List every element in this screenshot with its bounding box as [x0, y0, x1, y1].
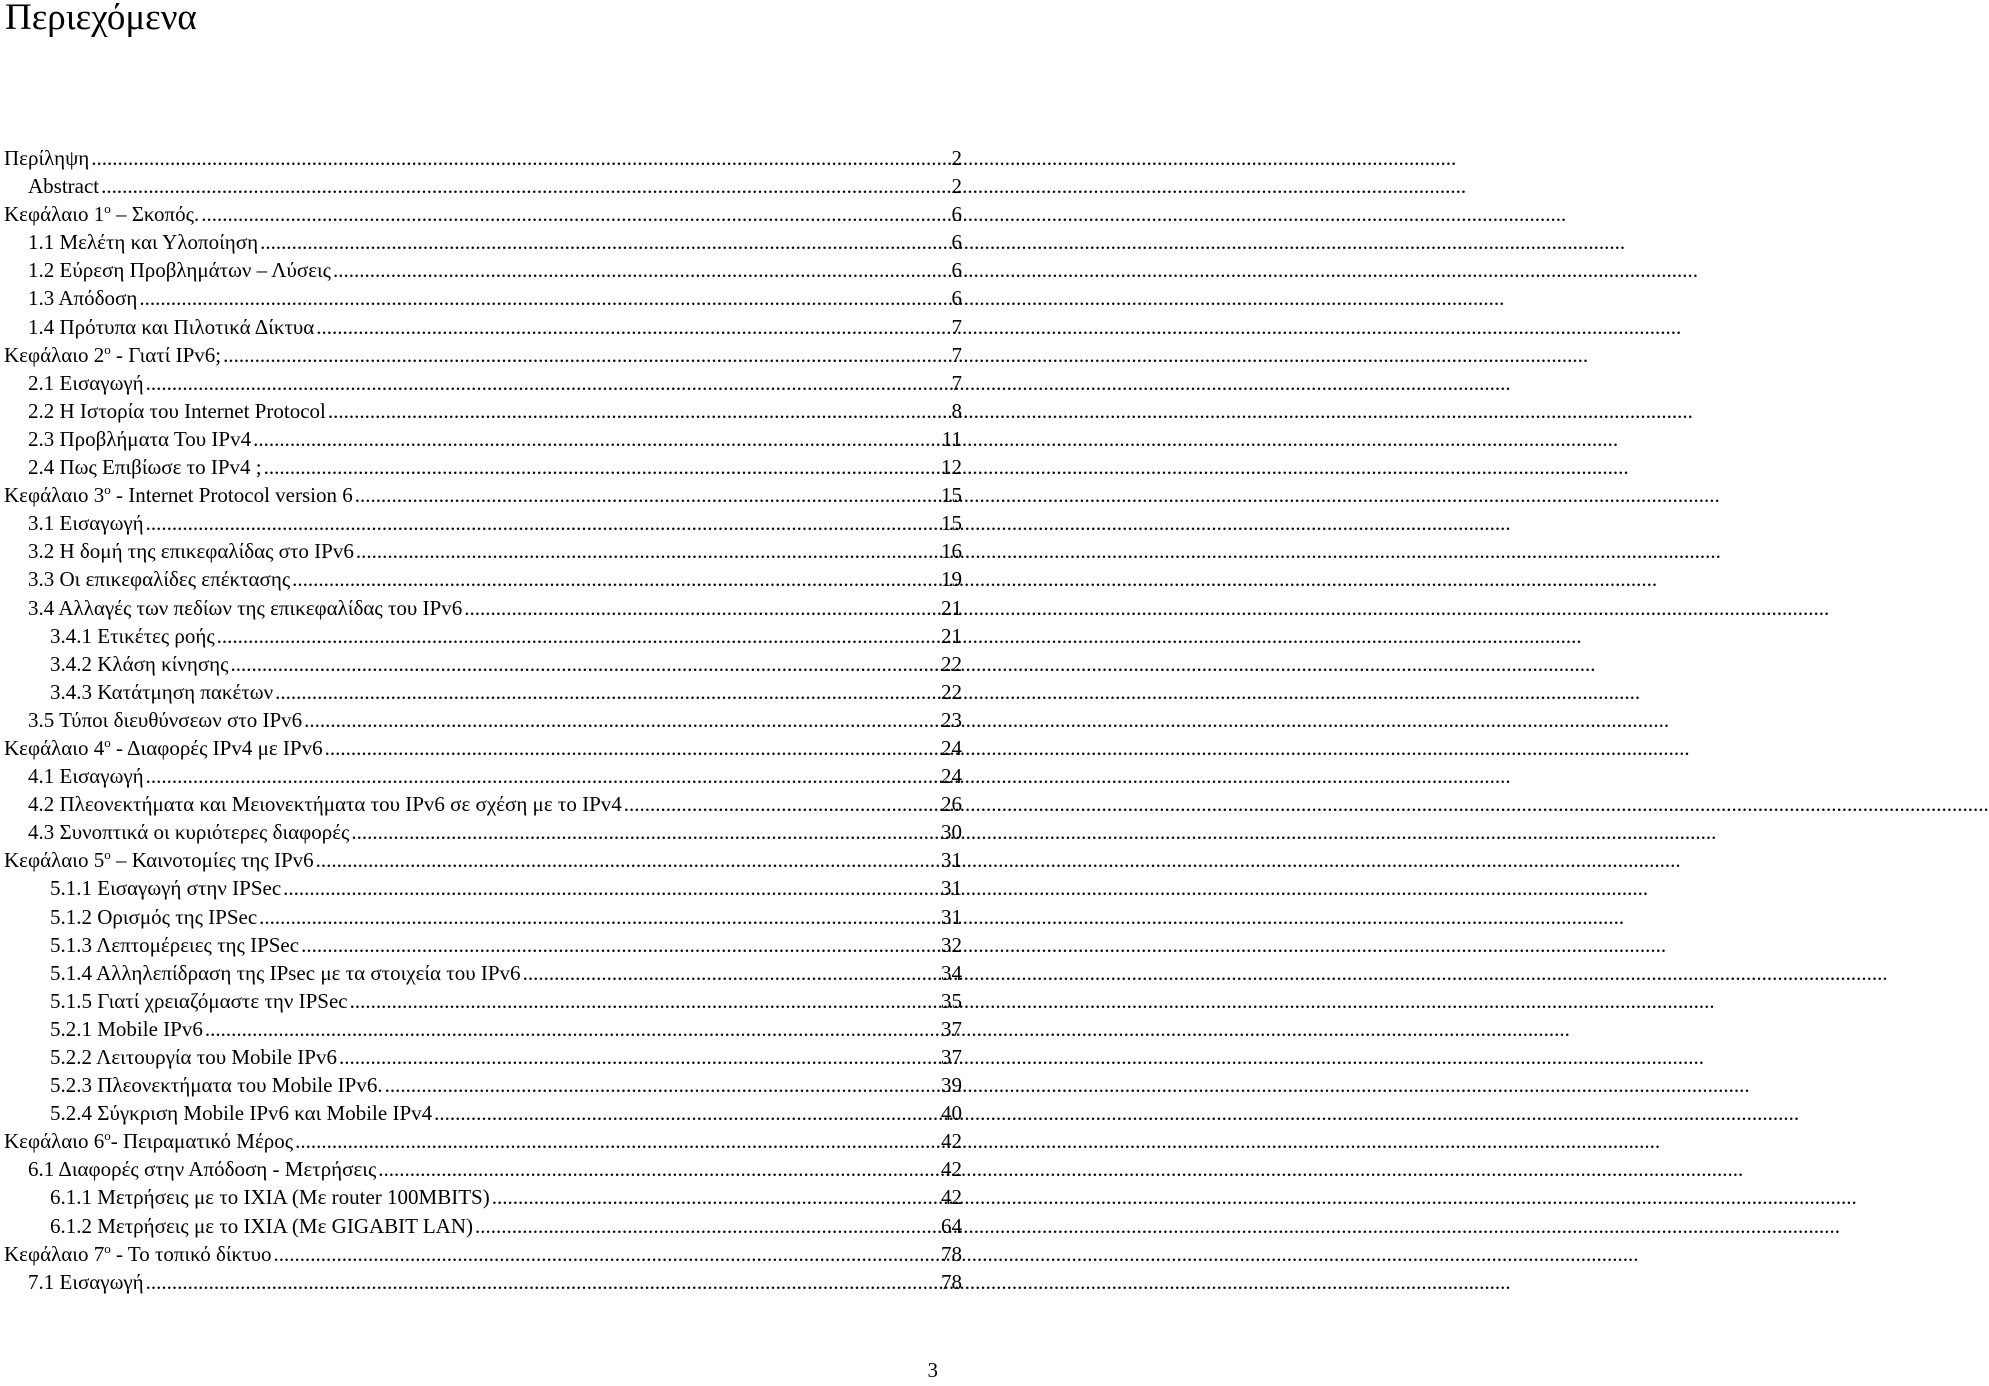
toc-entry-title: 5.2.3 Πλεονεκτήματα του Mobile IPv6.: [50, 1073, 383, 1098]
toc-entry[interactable]: [4, 903, 962, 931]
toc-dot-leader: [333, 256, 948, 284]
toc-entry-subtitle: – Σκοπός.: [110, 202, 200, 227]
toc-entry-ordinal: ο: [104, 847, 111, 863]
toc-entry-page: 78: [941, 1269, 962, 1294]
toc-entry-ordinal: ο: [104, 734, 111, 750]
toc-entry-label: [28, 790, 622, 818]
toc-entry-title: 6.1.1 Μετρήσεις με το IXIA (Με router 100MBITS): [50, 1185, 490, 1210]
toc-dot-leader: [356, 537, 939, 565]
toc-entry[interactable]: [4, 1268, 962, 1296]
toc-dot-leader: [304, 706, 939, 734]
toc-dot-leader: [259, 903, 939, 931]
toc-entry[interactable]: [4, 846, 962, 874]
toc-entry-title: 3.4.3 Κατάτμηση πακέτων: [50, 679, 274, 704]
toc-entry[interactable]: [4, 1043, 962, 1071]
toc-entry-page: 26: [941, 792, 962, 817]
toc-dot-leader: [292, 565, 939, 593]
toc-dot-leader: [624, 790, 939, 818]
toc-entry-label: [28, 1268, 144, 1296]
toc-entry-title: 5.1.2 Ορισμός της IPSec: [50, 904, 258, 929]
toc-entry[interactable]: [4, 284, 962, 312]
toc-entry-page: 2: [951, 174, 962, 199]
toc-dot-leader: [339, 1043, 939, 1071]
toc-entry-label: [28, 397, 326, 425]
toc-entry-title: 5.2.4 Σύγκριση Mobile IPv6 και Mobile IPv4: [50, 1101, 433, 1126]
toc-entry-title: 6.1 Διαφορές στην Απόδοση - Μετρήσεις: [28, 1157, 377, 1182]
toc-entry-label: [28, 453, 262, 481]
toc-entry-page: 6: [951, 286, 962, 311]
toc-entry[interactable]: [4, 734, 962, 762]
toc-dot-leader: [146, 369, 948, 397]
toc-entry-page: 32: [941, 932, 962, 957]
toc-entry-label: [4, 734, 323, 762]
toc-dot-leader: [434, 1099, 939, 1127]
toc-entry-title: 2.4 Πως Επιβίωσε το IPv4 ;: [28, 455, 262, 480]
toc-dot-leader: [264, 453, 939, 481]
toc-entry-page: 24: [941, 735, 962, 760]
toc-entry[interactable]: [4, 650, 962, 678]
toc-entry-title: 3.5 Τύποι διευθύνσεων στο IPv6: [28, 707, 303, 732]
toc-entry-label: [4, 341, 221, 369]
toc-dot-leader: [91, 144, 948, 172]
toc-entry-label: [50, 1183, 490, 1211]
toc-entry[interactable]: [4, 790, 962, 818]
toc-entry-page: 21: [941, 623, 962, 648]
toc-entry-page: 16: [941, 539, 962, 564]
toc-entry-page: 7: [951, 342, 962, 367]
toc-dot-leader: [273, 1240, 939, 1268]
toc-dot-leader: [101, 172, 948, 200]
toc-entry-label: [28, 1155, 376, 1183]
toc-entry-title: 3.3 Οι επικεφαλίδες επέκτασης: [28, 567, 291, 592]
toc-entry-page: 31: [941, 876, 962, 901]
toc-entry[interactable]: [4, 537, 962, 565]
toc-entry-label: [50, 678, 273, 706]
toc-entry[interactable]: [4, 959, 962, 987]
toc-dot-leader: [146, 509, 939, 537]
toc-entry[interactable]: [4, 481, 962, 509]
toc-entry-label: [28, 228, 258, 256]
toc-entry-label: [28, 509, 144, 537]
toc-entry[interactable]: [4, 874, 962, 902]
toc-entry[interactable]: [4, 1183, 962, 1211]
toc-entry-title: 5.1.4 Αλληλεπίδραση της IPsec με τα στοιχεία του IPv6: [50, 960, 521, 985]
toc-entry-page: 37: [941, 1045, 962, 1069]
toc-entry-page: 6: [951, 258, 962, 283]
toc-entry[interactable]: [4, 453, 962, 481]
toc-entry-page: 64: [941, 1213, 962, 1238]
toc-entry[interactable]: [4, 818, 962, 846]
toc-entry[interactable]: [4, 509, 962, 537]
toc-entry-label: [50, 1071, 383, 1099]
toc-entry-page: 19: [941, 567, 962, 592]
toc-entry[interactable]: [4, 369, 962, 397]
toc-entry[interactable]: [4, 341, 962, 369]
toc-entry-title: 4.3 Συνοπτικά οι κυριότερες διαφορές: [28, 820, 350, 845]
toc-entry-label: [50, 874, 281, 902]
toc-entry-subtitle: - Γιατί IPv6;: [110, 342, 222, 367]
toc-dot-leader: [385, 1071, 939, 1099]
toc-dot-leader: [328, 397, 948, 425]
toc-entry-title: Κεφάλαιο 4: [4, 735, 105, 760]
toc-entry[interactable]: [4, 256, 962, 284]
toc-dot-leader: [260, 228, 948, 256]
toc-entry-title: 1.4 Πρότυπα και Πιλοτικά Δίκτυα: [28, 314, 315, 339]
toc-entry-page: 31: [941, 904, 962, 929]
toc-dot-leader: [378, 1155, 939, 1183]
toc-entry-page: 42: [941, 1129, 962, 1154]
toc-entry[interactable]: [4, 678, 962, 706]
toc-entry-label: [50, 959, 521, 987]
toc-entry-page: 42: [941, 1185, 962, 1210]
toc-entry-title: 5.1.3 Λεπτομέρειες της IPSec: [50, 932, 300, 957]
toc-entry-title: 1.1 Μελέτη και Υλοποίηση: [28, 230, 259, 255]
toc-entry[interactable]: [4, 1212, 962, 1240]
toc-entry-page: 6: [951, 230, 962, 255]
toc-entry-page: 23: [941, 707, 962, 732]
toc-entry-label: [28, 284, 137, 312]
toc-entry-title: 5.1.1 Εισαγωγή στην IPSec: [50, 876, 282, 901]
toc-entry-title: 3.4 Αλλαγές των πεδίων της επικεφαλίδας του IPv6: [28, 595, 463, 620]
toc-entry[interactable]: [4, 1240, 962, 1268]
toc-entry-label: [4, 144, 89, 172]
toc-entry-label: [28, 594, 462, 622]
toc-entry[interactable]: [4, 1155, 962, 1183]
toc-entry-page: 15: [941, 483, 962, 508]
toc-entry-title: 5.1.5 Γιατί χρειαζόμαστε την IPSec: [50, 988, 348, 1013]
toc-entry-page: 42: [941, 1157, 962, 1182]
toc-dot-leader: [217, 622, 939, 650]
toc-entry-page: 22: [941, 651, 962, 676]
toc-dot-leader: [316, 846, 939, 874]
toc-entry-label: [28, 256, 331, 284]
toc-entry-label: [28, 706, 302, 734]
toc-entry-page: 11: [941, 426, 962, 451]
toc-entry-page: 22: [941, 679, 962, 704]
toc-entry-label: [50, 650, 228, 678]
toc-dot-leader: [146, 1268, 939, 1296]
toc-entry[interactable]: [4, 313, 962, 341]
toc-entry-title: 2.1 Εισαγωγή: [28, 370, 144, 395]
toc-dot-leader: [223, 341, 948, 369]
toc-entry-title: 5.2.2 Λειτουργία του Mobile IPv6: [50, 1045, 337, 1069]
toc-entry-page: 37: [941, 1016, 962, 1041]
toc-entry-title: 3.4.2 Κλάση κίνησης: [50, 651, 229, 676]
toc-entry-label: [28, 172, 99, 200]
toc-entry-title: Κεφάλαιο 7: [4, 1241, 105, 1266]
toc-entry-label: [4, 1240, 271, 1268]
toc-entry-page: 31: [941, 848, 962, 873]
toc-dot-leader: [253, 425, 940, 453]
toc-entry-subtitle: – Καινοτομίες της IPv6: [110, 848, 314, 873]
toc-entry-title: Περίληψη: [4, 146, 90, 170]
toc-entry-label: [28, 818, 349, 846]
toc-entry[interactable]: [4, 1127, 962, 1155]
toc-dot-leader: [295, 1127, 939, 1155]
toc-entry-page: 35: [941, 988, 962, 1013]
toc-entry[interactable]: [4, 931, 962, 959]
toc-entry-subtitle: - Διαφορές IPv4 με IPv6: [110, 735, 323, 760]
toc-entry-label: [50, 987, 348, 1015]
toc-entry-title: 6.1.2 Μετρήσεις με το IXIA (Με GIGABIT LAN): [50, 1213, 473, 1238]
toc-entry-title: 7.1 Εισαγωγή: [28, 1269, 144, 1294]
toc-entry-title: 1.2 Εύρεση Προβλημάτων – Λύσεις: [28, 258, 331, 283]
toc-entry[interactable]: [4, 1015, 962, 1043]
toc-entry-title: 2.3 Προβλήματα Του IPv4: [28, 426, 252, 451]
toc-entry-title: 4.2 Πλεονεκτήματα και Μειονεκτήματα του IPv6 σε σχέση με το IPv4: [28, 792, 622, 817]
toc-entry-ordinal: ο: [104, 482, 111, 498]
toc-entry-title: 1.3 Απόδοση: [28, 286, 138, 311]
toc-entry-page: 7: [951, 314, 962, 339]
toc-entry-label: [28, 313, 314, 341]
toc-entry-ordinal: ο: [104, 1240, 111, 1256]
toc-entry-label: [28, 425, 251, 453]
toc-dot-leader: [475, 1212, 939, 1240]
toc-entry-page: 40: [941, 1101, 962, 1126]
toc-entry-page: 39: [941, 1073, 962, 1098]
toc-entry-subtitle: - Internet Protocol version 6: [110, 483, 353, 508]
toc-entry-label: [4, 481, 353, 509]
toc-entry-page: 8: [951, 398, 962, 423]
toc-dot-leader: [325, 734, 939, 762]
toc-entry-title: 3.1 Εισαγωγή: [28, 511, 144, 536]
toc-entry-title: 3.2 Η δομή της επικεφαλίδας στο IPv6: [28, 539, 354, 564]
toc-entry-page: 6: [951, 202, 962, 227]
toc-entry-page: 21: [941, 595, 962, 620]
toc-dot-leader: [205, 1015, 939, 1043]
toc-entry[interactable]: [4, 622, 962, 650]
toc-entry-page: 30: [941, 820, 962, 845]
toc-entry-page: 2: [951, 146, 962, 170]
toc-entry-label: [4, 1127, 293, 1155]
page-title: Περιεχόμενα: [5, 0, 197, 38]
toc-dot-leader: [316, 313, 948, 341]
toc-entry-title: 5.2.1 Mobile IPv6: [50, 1016, 203, 1041]
toc-entry-page: 78: [941, 1241, 962, 1266]
toc-entry-title: Κεφάλαιο 3: [4, 483, 105, 508]
toc-entry-page: 12: [941, 455, 962, 480]
toc-entry-title: Κεφάλαιο 2: [4, 342, 105, 367]
toc-entry-label: [50, 931, 299, 959]
toc-dot-leader: [355, 481, 939, 509]
toc-entry[interactable]: [4, 565, 962, 593]
toc-dot-leader: [275, 678, 939, 706]
toc-entry-title: 4.1 Εισαγωγή: [28, 764, 144, 789]
toc-entry[interactable]: [4, 762, 962, 790]
toc-entry-label: [50, 1043, 337, 1071]
toc-dot-leader: [351, 818, 939, 846]
toc-dot-leader: [350, 987, 939, 1015]
toc-entry-label: [50, 1212, 473, 1240]
toc-entry-title: Κεφάλαιο 6: [4, 1129, 105, 1154]
toc-entry-subtitle: - Το τοπικό δίκτυο: [110, 1241, 272, 1266]
toc-entry-label: [50, 903, 257, 931]
toc-dot-leader: [492, 1183, 939, 1211]
toc-entry-label: [4, 846, 314, 874]
toc-entry-title: 2.2 Η Ιστορία του Internet Protocol: [28, 398, 326, 423]
toc-entry-ordinal: ο: [104, 201, 111, 217]
toc-entry-page: 24: [941, 764, 962, 789]
toc-entry-label: [28, 762, 144, 790]
toc-dot-leader: [301, 931, 939, 959]
page-number: 3: [927, 1358, 938, 1382]
toc-dot-leader: [146, 762, 939, 790]
toc-entry[interactable]: [4, 172, 962, 200]
toc-entry[interactable]: [4, 397, 962, 425]
toc-entry[interactable]: [4, 144, 962, 172]
toc-entry-label: [28, 369, 144, 397]
toc-entry-title: 3.4.1 Ετικέτες ροής: [50, 623, 215, 648]
toc-entry-label: [50, 1099, 432, 1127]
toc-dot-leader: [139, 284, 948, 312]
toc-entry[interactable]: [4, 706, 962, 734]
toc-entry[interactable]: [4, 1099, 962, 1127]
toc-entry-title: Κεφάλαιο 5: [4, 848, 105, 873]
toc-dot-leader: [230, 650, 939, 678]
toc-entry-page: 15: [941, 511, 962, 536]
toc-entry-subtitle: - Πειραματικό Μέρος: [110, 1129, 294, 1154]
toc-entry[interactable]: [4, 200, 962, 228]
toc-entry[interactable]: [4, 228, 962, 256]
toc-entry[interactable]: [4, 594, 962, 622]
toc-dot-leader: [201, 200, 948, 228]
table-of-contents: [4, 144, 962, 1296]
toc-entry-ordinal: ο: [104, 1128, 111, 1144]
toc-entry-label: [28, 565, 290, 593]
toc-dot-leader: [523, 959, 939, 987]
toc-dot-leader: [283, 874, 939, 902]
toc-entry[interactable]: [4, 425, 962, 453]
toc-dot-leader: [464, 594, 939, 622]
toc-entry-label: [28, 537, 354, 565]
toc-entry[interactable]: [4, 1071, 962, 1099]
toc-entry-page: 7: [951, 370, 962, 395]
toc-entry-title: Κεφάλαιο 1: [4, 202, 105, 227]
toc-entry-label: [50, 1015, 203, 1043]
toc-entry-label: [4, 200, 199, 228]
toc-entry-page: 34: [941, 960, 962, 985]
toc-entry[interactable]: [4, 987, 962, 1015]
toc-entry-label: [50, 622, 215, 650]
toc-entry-title: Abstract: [28, 174, 100, 199]
toc-entry-ordinal: ο: [104, 341, 111, 357]
